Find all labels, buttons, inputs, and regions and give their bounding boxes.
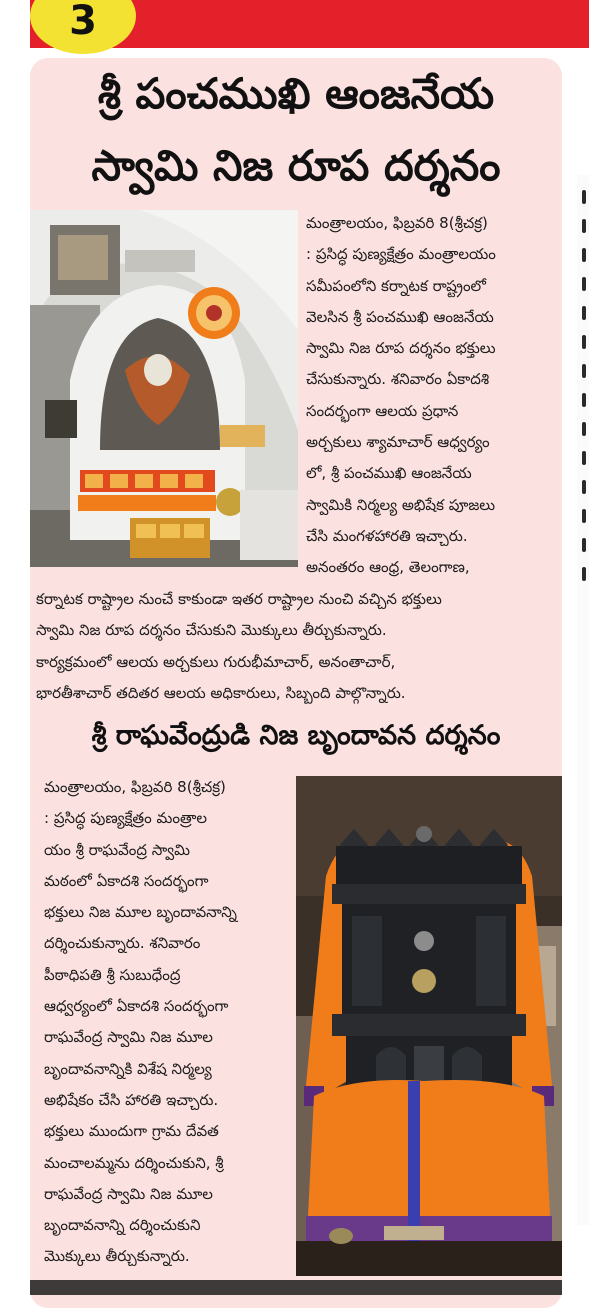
- story1-headline-line1: శ్రీ పంచముఖి ఆంజనేయ: [97, 69, 495, 118]
- story1-headline-line2: స్వామి నిజ రూప దర్శనం: [91, 141, 501, 190]
- story2-line: భక్తులు నిజ మూల బృందావనాన్ని: [44, 903, 237, 922]
- story1-line: స్వామి నిజ రూప దర్శనం భక్తులు: [306, 339, 496, 358]
- story2-line: రాఘవేంద్ర స్వామి నిజ మూల: [44, 1028, 213, 1047]
- story2-column-text: [44, 772, 290, 1273]
- story2-line: రాఘవేంద్ర స్వామి నిజ మూల: [44, 1184, 213, 1203]
- story2-line: మొక్కులు తీర్చుకున్నారు.: [44, 1247, 190, 1266]
- story1-line: చేసుకున్నారు. శనివారం ఏకాదశి: [306, 370, 490, 389]
- story2-line: మంచాలమ్మను దర్శించుకుని, శ్రీ: [44, 1153, 224, 1172]
- story1-column-text: [306, 208, 558, 584]
- story1-line: అర్చకులు శ్యామాచార్ ఆధ్వర్యం: [306, 433, 490, 452]
- story2-line: భక్తులు ముందుగా గ్రామ దేవత: [44, 1122, 219, 1141]
- story1-line: స్వామికి నిర్మల్య అభిషేక పూజలు: [306, 495, 496, 514]
- story2-line: పీఠాధిపతి శ్రీ సుబుధేంద్ర: [44, 965, 181, 984]
- story1-line: చేసి మంగళహారతి ఇచ్చారు.: [306, 526, 468, 545]
- story1-line: సమీపంలోని కర్నాటక రాష్ట్రంలో: [306, 276, 486, 295]
- story1-line: అనంతరం ఆంధ్ర, తెలంగాణ,: [306, 558, 470, 577]
- story1-line: కర్నాటక రాష్ట్రాల నుంచే కాకుండా ఇతర రాష్ట్రాల నుంచి వచ్చిన భక్తులు: [36, 590, 442, 608]
- story1-line: కార్యక్రమంలో ఆలయ అర్చకులు గురుభీమాచార్, అనంతాచార్,: [36, 652, 396, 671]
- page-number-badge: 3: [30, 0, 136, 54]
- next-headline-edge: [30, 1280, 562, 1295]
- story1-line: : ప్రసిద్ధ పుణ్యక్షేత్రం మంత్రాలయం: [306, 245, 496, 264]
- story1-line: సందర్భంగా ఆలయ ప్రధాన: [306, 401, 459, 420]
- story1-line: భారతీశాచార్ తదితర ఆలయ అధికారులు, సిబ్బంది పాల్గొన్నారు.: [36, 683, 406, 702]
- story2-line: బృందావనాన్నికి విశేష నిర్మల్య: [44, 1059, 212, 1078]
- story1-line: లో, శ్రీ పంచముఖి ఆంజనేయ: [306, 464, 472, 483]
- story1-photo-anjaneya-idol: [30, 210, 298, 567]
- story2-line: మఠంలో ఏకాదశి సందర్భంగా: [44, 871, 209, 890]
- story2-line: అభిషేకం చేసి హారతి ఇచ్చారు.: [44, 1090, 219, 1109]
- story1-fullwidth-text: [36, 584, 558, 709]
- story1-line: స్వామి నిజ రూప దర్శనం చేసుకుని మొక్కులు తీర్చుకున్నారు.: [36, 621, 387, 640]
- story2-line: మంత్రాలయం, ఫిబ్రవరి 8(శ్రీచక్ర): [44, 778, 226, 796]
- story1-line: వెలసిన శ్రీ పంచముఖి ఆంజనేయ: [306, 307, 494, 326]
- story1-line: మంత్రాలయం, ఫిబ్రవరి 8(శ్రీచక్ర): [306, 214, 488, 232]
- story2-line: బృందావనాన్ని దర్శించుకుని: [44, 1216, 201, 1235]
- adjacent-column-edge: [577, 175, 589, 1225]
- story2-line: : ప్రసిద్ధ పుణ్యక్షేత్రం మంత్రాల: [44, 809, 207, 828]
- story2-photo-brindavana: [296, 776, 562, 1276]
- story2-headline: శ్రీ రాఘవేంద్రుడి నిజ బృందావన దర్శనం: [91, 720, 501, 751]
- story2-line: యం శ్రీ రాఘవేంద్ర స్వామి: [44, 840, 190, 859]
- story2-line: దర్శించుకున్నారు. శనివారం: [44, 934, 201, 953]
- story2-line: ఆధ్వర్యంలో ఏకాదశి సందర్భంగా: [44, 997, 229, 1016]
